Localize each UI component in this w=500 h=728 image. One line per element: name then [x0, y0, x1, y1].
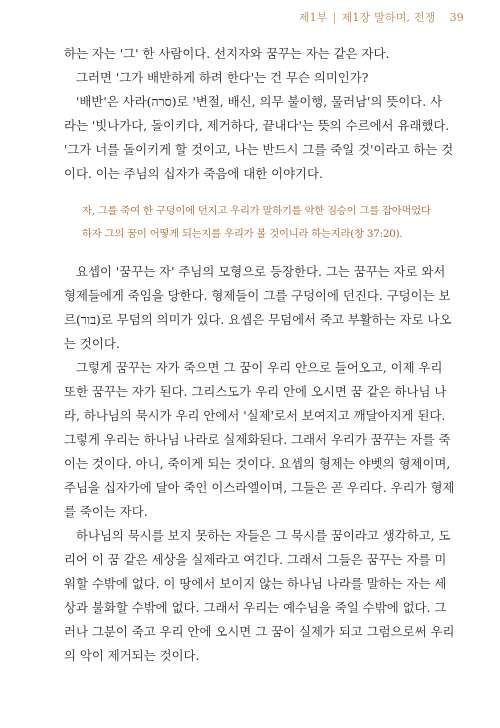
body-text-bottom — [64, 260, 454, 668]
body-text-top — [64, 42, 454, 186]
paragraph-line: 하는 자는 '그' 한 사람이다. 선지자와 꿈꾸는 자는 같은 자다. — [64, 46, 390, 61]
paragraph-line: 워할 수밖에 없다. 이 땅에서 보이지 않는 하나님 나라를 말하는 자는 세 — [64, 576, 447, 591]
paragraph-line: 상과 불화할 수밖에 없다. 그래서 우리는 예수님을 죽일 수밖에 없다. 그 — [64, 600, 447, 615]
quote-line: 자, 그를 죽여 한 구덩이에 던지고 우리가 말하기를 악한 짐승이 그를 잡아먹었다 — [82, 205, 431, 217]
quote-reference: (창 37:20). — [350, 228, 403, 240]
quote-text: 하자 그의 꿈이 어떻게 되는지를 우리가 볼 것이니라 하는지라 — [82, 228, 351, 240]
paragraph-line: 의 악이 제거되는 것이다. — [64, 648, 200, 663]
paragraph-line: 이다. 이는 주님의 십자가 죽음에 대한 이야기다. — [64, 166, 323, 181]
paragraph-line: 를 죽이는 자다. — [64, 504, 148, 519]
page-number: 39 — [449, 10, 464, 24]
paragraph-line: 형제들에게 죽임을 당한다. 형제들이 그를 구덩이에 던진다. 구덩이는 보 — [64, 288, 451, 303]
paragraph-line: 르(בור)로 무덤의 의미가 있다. 요셉은 무덤에서 죽고 부활하는 자로 나오 — [64, 312, 452, 327]
scripture-quote — [82, 200, 454, 246]
paragraph-line: '그가 너를 돌이키게 할 것이고, 나는 반드시 그를 죽일 것'이라고 하는 것 — [64, 142, 454, 157]
paragraph-line: 러나 그분이 죽고 우리 안에 오시면 그 꿈이 실제가 되고 그럼으로써 우리 — [64, 624, 455, 639]
header-chapter: 제1장 말하며, 전쟁 — [341, 11, 436, 24]
paragraph-line: 라는 '빗나가다, 돌이키다, 제거하다, 끝내다'는 뜻의 수르에서 유래했다. — [64, 118, 450, 133]
paragraph-line: 또한 꿈꾸는 자가 된다. 그리스도가 우리 안에 오시면 꿈 같은 하나님 나 — [64, 384, 447, 399]
paragraph-line: 그렇게 꿈꾸는 자가 죽으면 그 꿈이 우리 안으로 들어오고, 이제 우리 — [76, 360, 443, 375]
paragraph-line: 는 것이다. — [64, 336, 120, 351]
paragraph-line: 이는 것이다. 아니, 죽이게 되는 것이다. 요셉의 형제는 야벳의 형제이며, — [64, 456, 451, 471]
header-part: 제1부 — [298, 11, 328, 24]
running-header — [299, 9, 464, 25]
paragraph-line: 요셉이 '꿈꾸는 자' 주님의 모형으로 등장한다. 그는 꿈꾸는 자로 와서 — [76, 264, 446, 279]
paragraph-line: 그러면 '그가 배반하게 하려 한다'는 건 무슨 의미인가? — [76, 70, 369, 85]
paragraph-line: 주님을 십자가에 달아 죽인 이스라엘이며, 그들은 곧 우리다. 우리가 형제 — [64, 480, 455, 495]
paragraph-line: '배반'은 사라(סרה)로 '변절, 배신, 의무 불이행, 물러남'의 뜻이다. 사 — [76, 94, 443, 109]
paragraph-line: 하나님의 묵시를 보지 못하는 자들은 그 묵시를 꿈이라고 생각하고, 도 — [76, 528, 451, 543]
header-separator: | — [332, 10, 337, 24]
paragraph-line: 그렇게 우리는 하나님 나라로 실제화된다. 그래서 우리가 꿈꾸는 자를 죽 — [64, 432, 451, 447]
quote-line — [82, 223, 454, 246]
paragraph-line: 리어 이 꿈 같은 세상을 실제라고 여긴다. 그래서 그들은 꿈꾸는 자를 미 — [64, 552, 447, 567]
paragraph-line: 라, 하나님의 묵시가 우리 안에서 '실제'로서 보여지고 깨달아지게 된다. — [64, 408, 446, 423]
